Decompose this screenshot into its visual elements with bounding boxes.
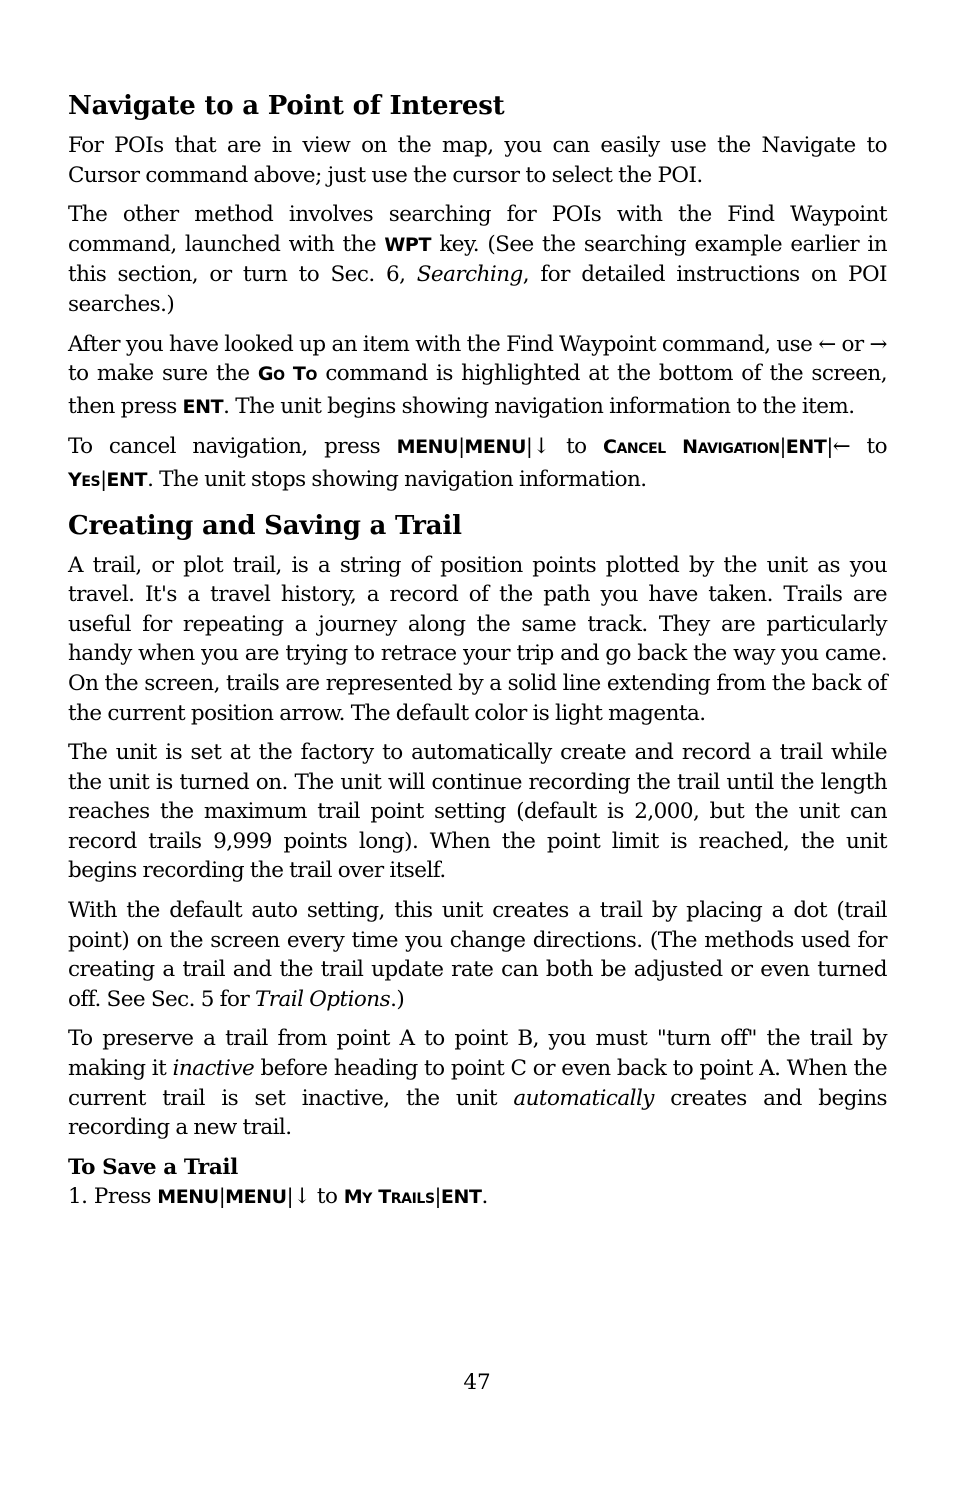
separator: | — [218, 1183, 226, 1208]
key-menu: MENU — [225, 1185, 287, 1208]
command-cancel-navigation: CANCEL NAVIGATION — [602, 436, 780, 459]
separator: | — [826, 434, 833, 459]
paragraph-trail-auto: With the default auto setting, this unit creates a trail by placing a dot (trail point) on the screen every time you change directions. (The methods used for creating a trail and the trail update rate can both be adjusted or even turned off. See Sec. 5 for Trail Options.) — [68, 898, 887, 1012]
paragraph-poi-search: The other method involves searching for POIs with the Find Waypoint command, launched with the WPT key. (See the searching example earlier in this section, or turn to Sec. 6, Searching, for detailed instructions on POI searches.) — [68, 202, 887, 317]
left-arrow-icon: ← — [832, 434, 851, 460]
ref-trail-options: Trail Options — [254, 986, 391, 1012]
separator: | — [458, 434, 465, 459]
command-go-to: GO TO — [257, 363, 317, 386]
separator: | — [526, 434, 533, 459]
paragraph-poi-cursor: For POIs that are in view on the map, you can easily use the Navigate to Cursor command above; just use the cursor to select the POI. — [68, 133, 887, 188]
separator: | — [779, 434, 786, 459]
paragraph-trail-preserve: To preserve a trail from point A to point B, you must "turn off" the trail by making it inactive before heading to point C or even back to point A. When the current trail is set inactive, the unit automatically creates and begins recording a new trail. — [68, 1026, 888, 1141]
key-ent: ENT — [440, 1185, 482, 1208]
paragraph-cancel-navigation: To cancel navigation, press MENU|MENU|↓ to CANCEL NAVIGATION|ENT|← to YES|ENT. The unit stops showing navigation information. — [68, 434, 887, 492]
procedure-title: To Save a Trail — [68, 1154, 238, 1180]
paragraph-poi-goto: After you have looked up an item with the Find Waypoint command, use ← or → to make sure the GO TO command is highlighted at the bottom of the screen, then press ENT. The unit begins showing navigation information to the item. — [68, 331, 887, 419]
key-ent: ENT — [182, 395, 224, 418]
command-my-trails: MY TRAILS — [343, 1185, 435, 1208]
separator: | — [100, 466, 107, 491]
key-ent: ENT — [785, 436, 827, 459]
page-body — [68, 88, 887, 1214]
down-arrow-icon: ↓ — [532, 434, 550, 460]
separator: | — [434, 1183, 441, 1208]
paragraph-trail-definition: A trail, or plot trail, is a string of position points plotted by the unit as you travel. It's a travel history, a record of the path you have taken. Trails are useful for repeating a journey along the same track. They are particularly handy when you are trying to retrace your trip and go back the way you came. On the screen, trails are represented by a solid line extending from the back of the current position arrow. The default color is light magenta. — [68, 552, 887, 726]
key-menu: MENU — [396, 436, 459, 459]
separator: | — [286, 1183, 293, 1208]
key-ent: ENT — [106, 468, 148, 491]
heading-creating-trail: Creating and Saving a Trail — [68, 510, 462, 541]
paragraph-trail-factory: The unit is set at the factory to automatically create and record a trail while the unit is turned on. The unit will continue recording the trail until the length reaches the maximum trail point setting (default is 2,000, but the unit can record trails 9,999 points long). When the point limit is reached, the unit begins recording the trail over itself. — [68, 740, 887, 884]
key-menu: MENU — [157, 1185, 219, 1208]
procedure-step-1: 1. Press MENU|MENU|↓ to MY TRAILS|ENT. — [68, 1183, 488, 1209]
heading-navigate-poi: Navigate to a Point of Interest — [68, 91, 505, 121]
down-arrow-icon: ↓ — [292, 1183, 311, 1209]
key-menu: MENU — [464, 436, 527, 459]
command-yes: YES — [68, 468, 101, 491]
key-wpt: WPT — [384, 233, 432, 256]
page-number: 47 — [463, 1370, 491, 1395]
ref-searching: Searching — [416, 262, 523, 288]
